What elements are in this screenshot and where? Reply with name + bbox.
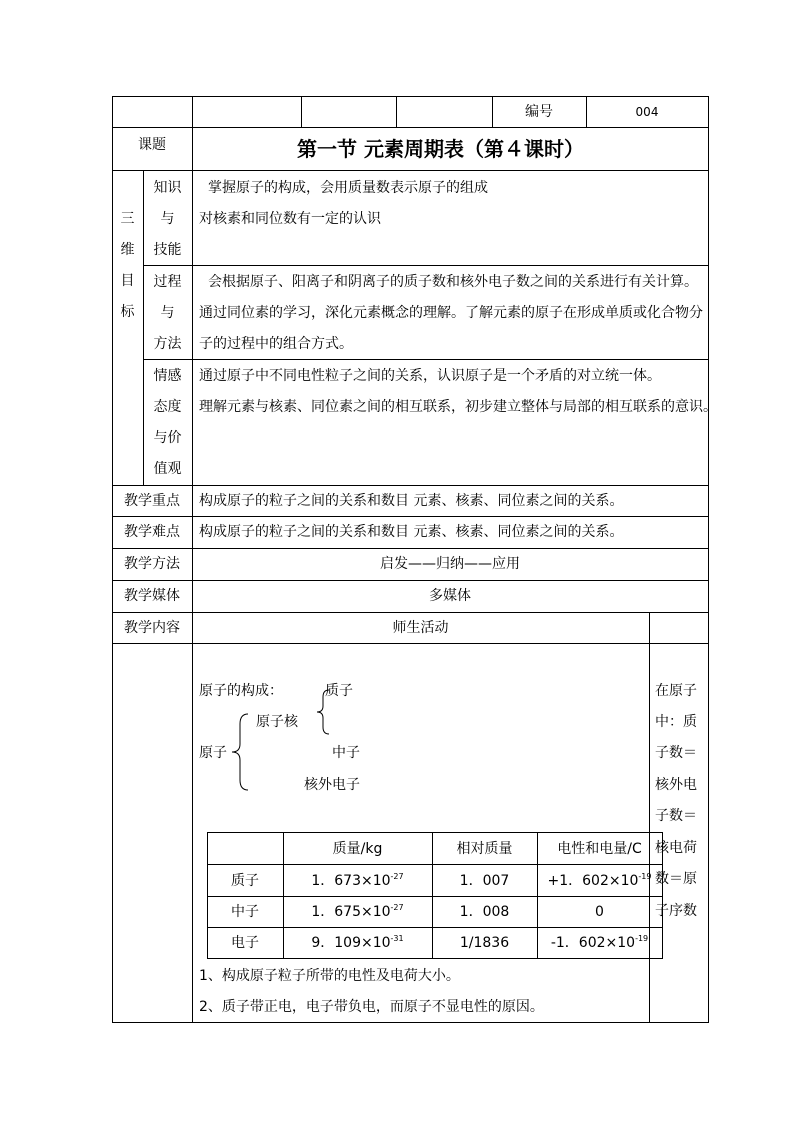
content-label: 教学内容 <box>124 620 180 636</box>
table-border-right <box>708 96 709 1023</box>
knowledge-label-line: 知识 <box>153 180 182 196</box>
nucleus-brace-icon <box>314 688 332 736</box>
table-rule <box>192 96 193 171</box>
charge-exponent: -19 <box>635 934 649 943</box>
process-goal-line: 子的过程中的组合方式。 <box>199 336 353 352</box>
mass-mantissa: 1．673×10 <box>311 873 391 889</box>
structure-atom: 原子 <box>199 745 227 761</box>
table-cell-mass <box>283 936 432 950</box>
mass-exponent: -31 <box>390 934 404 943</box>
table-rule <box>301 96 302 128</box>
table-row-name: 电子 <box>231 935 259 951</box>
activity-label: 师生活动 <box>392 620 449 636</box>
table-rule <box>649 612 650 1023</box>
difficulties-text: 构成原子的粒子之间的关系和数目 元素、核素、同位素之间的关系。 <box>199 524 624 540</box>
table-header-relative: 相对质量 <box>456 841 513 857</box>
media-label: 教学媒体 <box>124 588 180 604</box>
number-value: 004 <box>635 105 659 119</box>
emotion-label-line: 与价 <box>153 430 182 446</box>
atom-brace-icon <box>228 712 252 792</box>
table-cell-mass <box>283 905 432 919</box>
charge-exponent: -19 <box>638 872 652 881</box>
lesson-title: 第一节 元素周期表（第４课时） <box>297 137 584 161</box>
table-rule <box>192 170 193 486</box>
table-cell-relative: 1．007 <box>459 873 510 889</box>
number-label: 编号 <box>525 104 553 120</box>
process-label-line: 与 <box>160 305 175 321</box>
table-rule <box>112 127 709 128</box>
knowledge-label-line: 技能 <box>153 242 182 258</box>
table-rule <box>143 265 709 266</box>
table-rule <box>112 548 709 549</box>
particle-table-rule <box>207 832 663 833</box>
charge-mantissa: +1．602×10 <box>547 873 639 889</box>
question-line: 1、构成原子粒子所带的电性及电荷大小。 <box>199 968 460 984</box>
table-cell-relative: 1/1836 <box>459 935 510 951</box>
process-goal-line: 通过同位素的学习，深化元素概念的理解。了解元素的原子在形成单质或化合物分 <box>199 305 703 321</box>
table-row-name: 中子 <box>231 904 259 920</box>
table-border-bottom <box>112 1022 709 1023</box>
side-note-line: 子数＝ <box>655 745 697 761</box>
lesson-label: 课题 <box>138 137 166 153</box>
table-row-name: 质子 <box>231 873 259 889</box>
process-goal-line: 会根据原子、阳离子和阴离子的质子数和核外电子数之间的关系进行有关计算。 <box>208 274 698 290</box>
table-cell-charge <box>537 936 662 950</box>
knowledge-goal-line: 掌握原子的构成，会用质量数表示原子的组成 <box>208 180 488 196</box>
goals-group-char: 目 <box>120 273 135 289</box>
key-points-text: 构成原子的粒子之间的关系和数目 元素、核素、同位素之间的关系。 <box>199 493 624 509</box>
knowledge-label-line: 与 <box>160 211 175 227</box>
process-label-line: 过程 <box>153 274 182 290</box>
table-rule <box>112 170 709 171</box>
emotion-goal-line: 通过原子中不同电性粒子之间的关系，认识原子是一个矛盾的对立统一体。 <box>199 368 661 384</box>
table-cell-mass <box>283 874 432 888</box>
table-rule <box>112 643 709 644</box>
table-rule <box>112 612 709 613</box>
goals-group-char: 三 <box>120 211 135 227</box>
table-cell-charge <box>537 874 662 888</box>
side-note-line: 核外电 <box>655 777 697 793</box>
table-rule <box>112 485 709 486</box>
emotion-goal-line: 理解元素与核素、同位素之间的相互联系，初步建立整体与局部的相互联系的意识。 <box>199 399 717 415</box>
charge-mantissa: 0 <box>595 904 604 920</box>
table-cell-relative: 1．008 <box>459 904 510 920</box>
method-text: 启发——归纳——应用 <box>380 556 520 572</box>
particle-table-rule <box>207 864 663 865</box>
mass-exponent: -27 <box>390 903 404 912</box>
side-note-line: 在原子 <box>655 683 697 699</box>
table-header-charge: 电性和电量/C <box>557 841 642 857</box>
goals-group-char: 维 <box>120 242 135 258</box>
emotion-label-line: 态度 <box>153 399 182 415</box>
table-border-top <box>112 96 709 97</box>
goals-group-char: 标 <box>120 304 135 320</box>
particle-table-rule <box>207 958 663 959</box>
side-note-line: 子序数 <box>655 903 697 919</box>
particle-table-rule <box>207 896 663 897</box>
difficulties-label: 教学难点 <box>124 524 180 540</box>
side-note-line: 子数＝ <box>655 808 697 824</box>
question-line: 2、质子带正电，电子带负电，而原子不显电性的原因。 <box>199 999 544 1015</box>
method-label: 教学方法 <box>124 556 180 572</box>
table-header-mass: 质量/kg <box>332 841 383 857</box>
charge-mantissa: -1．602×10 <box>550 935 636 951</box>
knowledge-goal-line: 对核素和同位数有一定的认识 <box>199 211 381 227</box>
structure-neutron: 中子 <box>332 745 360 761</box>
particle-table-rule <box>207 927 663 928</box>
structure-electron: 核外电子 <box>304 777 360 793</box>
structure-heading: 原子的构成： <box>199 683 283 699</box>
mass-mantissa: 1．675×10 <box>311 904 391 920</box>
side-note-line: 数＝原 <box>655 871 697 887</box>
table-rule <box>112 516 709 517</box>
structure-proton: 质子 <box>325 683 353 699</box>
key-points-label: 教学重点 <box>124 493 180 509</box>
side-note-line: 中：质 <box>655 714 697 730</box>
table-cell-charge <box>537 905 662 919</box>
table-rule <box>396 96 397 128</box>
emotion-label-line: 情感 <box>153 368 182 384</box>
process-label-line: 方法 <box>153 336 182 352</box>
table-rule <box>143 359 709 360</box>
mass-exponent: -27 <box>390 872 404 881</box>
media-text: 多媒体 <box>429 588 471 604</box>
emotion-label-line: 值观 <box>153 461 182 477</box>
structure-nucleus: 原子核 <box>256 714 298 730</box>
mass-mantissa: 9．109×10 <box>311 935 391 951</box>
side-note-line: 核电荷 <box>655 840 697 856</box>
table-rule <box>112 580 709 581</box>
